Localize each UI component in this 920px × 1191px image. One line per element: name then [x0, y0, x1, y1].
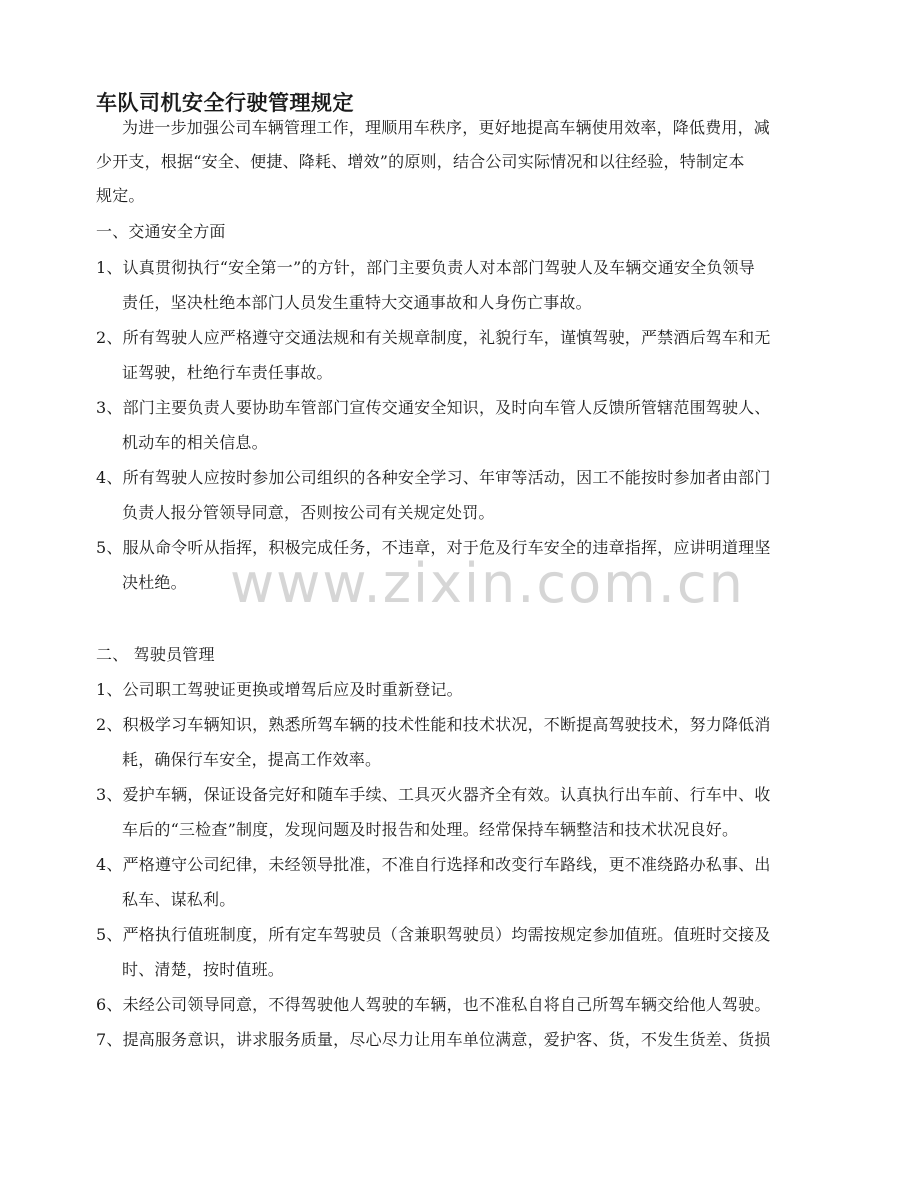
list-item-line: 耗，确保行车安全，提高工作效率。 — [122, 750, 382, 769]
list-item-line: 3、部门主要负责人要协助车管部门宣传交通安全知识，及时向车管人反馈所管辖范围驾驶人、 — [96, 398, 771, 417]
list-item-line: 时、清楚，按时值班。 — [122, 960, 285, 979]
list-item-line: 5、服从命令听从指挥，积极完成任务，不违章，对于危及行车安全的违章指挥，应讲明道理坚 — [96, 538, 771, 557]
watermark-text: www.zixin.com.cn — [230, 552, 745, 615]
intro-line: 为进一步加强公司车辆管理工作，理顺用车秩序，更好地提高车辆使用效率，降低费用，减 — [122, 118, 771, 137]
list-item-line: 6、未经公司领导同意，不得驾驶他人驾驶的车辆，也不准私自将自己所驾车辆交给他人驾驶。 — [96, 995, 771, 1014]
list-item-line: 决杜绝。 — [122, 573, 187, 592]
list-item-line: 责任，坚决杜绝本部门人员发生重特大交通事故和人身伤亡事故。 — [122, 293, 592, 312]
list-item-line: 1、公司职工驾驶证更换或增驾后应及时重新登记。 — [96, 680, 463, 699]
list-item-line: 1、认真贯彻执行“安全第一”的方针，部门主要负责人对本部门驾驶人及车辆交通安全负领导 — [96, 258, 755, 277]
list-item-line: 2、所有驾驶人应严格遵守交通法规和有关规章制度，礼貌行车，谨慎驾驶，严禁酒后驾车和无 — [96, 328, 771, 347]
list-item-line: 4、严格遵守公司纪律，未经领导批准，不准自行选择和改变行车路线，更不准绕路办私事、出 — [96, 855, 771, 874]
list-item-line: 负责人报分管领导同意，否则按公司有关规定处罚。 — [122, 503, 495, 522]
list-item-line: 3、爱护车辆，保证设备完好和随车手续、工具灭火器齐全有效。认真执行出车前、行车中、收 — [96, 785, 771, 804]
list-item-line: 7、提高服务意识，讲求服务质量，尽心尽力让用车单位满意，爱护客、货，不发生货差、货损 — [96, 1030, 771, 1049]
section-heading-traffic-safety: 一、交通安全方面 — [96, 222, 226, 241]
list-item-line: 私车、谋私利。 — [122, 890, 236, 909]
document-title: 车队司机安全行驶管理规定 — [96, 91, 354, 115]
list-item-line: 机动车的相关信息。 — [122, 433, 268, 452]
list-item-line: 4、所有驾驶人应按时参加公司组织的各种安全学习、年审等活动，因工不能按时参加者由部门 — [96, 468, 771, 487]
list-item-line: 证驾驶，杜绝行车责任事故。 — [122, 363, 333, 382]
intro-line: 少开支，根据“安全、便捷、降耗、增效”的原则，结合公司实际情况和以往经验，特制定本 — [96, 152, 745, 171]
section-heading-driver-management: 二、 驾驶员管理 — [96, 645, 215, 664]
list-item-line: 车后的“三检查”制度，发现问题及时报告和处理。经常保持车辆整洁和技术状况良好。 — [122, 820, 739, 839]
intro-line: 规定。 — [96, 186, 145, 205]
list-item-line: 2、积极学习车辆知识，熟悉所驾车辆的技术性能和技术状况，不断提高驾驶技术，努力降低消 — [96, 715, 771, 734]
list-item-line: 5、严格执行值班制度，所有定车驾驶员（含兼职驾驶员）均需按规定参加值班。值班时交接及 — [96, 925, 771, 944]
